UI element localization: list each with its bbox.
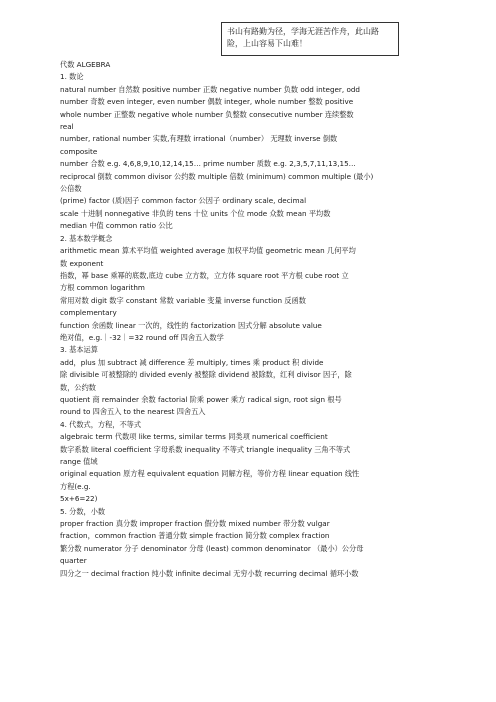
text-line: 5x+6=22) <box>60 494 98 504</box>
text-line: real <box>60 122 74 132</box>
text-line: proper fraction 真分数 improper fraction 假分数 mixed number 带分数 vulgar <box>60 519 330 529</box>
text-line: 方程(e.g. <box>60 481 91 491</box>
text-line: number 合数 e.g. 4,6,8,9,10,12,14,15… prime number 质数 e.g. 2,3,5,7,11,13,15… <box>60 159 356 169</box>
text-line: 除 divisible 可被整除的 divided evenly 被整除 dividend 被除数，红利 divisor 因子，除 <box>60 370 352 380</box>
text-line: function 余函数 linear 一次的，线性的 factorization 因式分解 absolute value <box>60 320 322 330</box>
quote-box: 书山有路勤为径，学海无涯苦作舟，此山路险，上山容易下山难！ <box>221 22 399 56</box>
text-line: 1. 数论 <box>60 72 84 82</box>
text-line: 3. 基本运算 <box>60 345 98 355</box>
text-line: 数 exponent <box>60 258 104 268</box>
text-line: natural number 自然数 positive number 正数 negative number 负数 odd integer, odd <box>60 84 360 94</box>
text-line: complementary <box>60 308 117 318</box>
text-line: quotient 商 remainder 余数 factorial 阶乘 power 乘方 radical sign, root sign 根号 <box>60 394 342 404</box>
text-line: 公倍数 <box>60 184 82 194</box>
text-line: 方根 common logarithm <box>60 283 145 293</box>
text-line: number 奇数 even integer, even number 偶数 integer, whole number 整数 positive <box>60 97 354 107</box>
text-line: 代数 ALGEBRA <box>60 60 111 69</box>
text-line: add，plus 加 subtract 减 difference 差 multiply, times 乘 product 积 divide <box>60 357 324 367</box>
text-line: scale 十进制 nonnegative 非负的 tens 十位 units 个位 mode 众数 mean 平均数 <box>60 208 331 218</box>
text-line: reciprocal 倒数 common divisor 公约数 multiple 倍数 (minimum) common multiple (最小) <box>60 171 374 181</box>
text-line: whole number 正整数 negative whole number 负整数 consecutive number 连续整数 <box>60 109 354 119</box>
text-line: round to 四舍五入 to the nearest 四舍五入 <box>60 407 206 417</box>
text-line: 数，公约数 <box>60 382 96 392</box>
text-line: quarter <box>60 556 87 566</box>
text-line: 常用对数 digit 数字 constant 常数 variable 变量 inverse function 反函数 <box>60 295 306 305</box>
text-line: range 值域 <box>60 457 98 466</box>
text-line: composite <box>60 146 98 156</box>
text-line: 绝对值，e.g.｜-32｜=32 round off 四舍五入数学 <box>60 332 224 342</box>
text-line: median 中值 common ratio 公比 <box>60 221 173 231</box>
text-line: 2. 基本数学概念 <box>60 233 113 243</box>
text-line: 4. 代数式，方程，不等式 <box>60 419 142 429</box>
text-line: number, rational number 实数,有理数 irrational（number） 无理数 inverse 倒数 <box>60 134 338 144</box>
text-line: arithmetic mean 算术平均值 weighted average 加权平均值 geometric mean 几何平均 <box>60 246 356 256</box>
text-line: 四分之一 decimal fraction 纯小数 infinite decimal 无穷小数 recurring decimal 循环小数 <box>60 568 359 578</box>
text-line: 5. 分数，小数 <box>60 506 106 516</box>
text-line: 数字系数 literal coefficient 字母系数 inequality 不等式 triangle inequality 三角不等式 <box>60 444 351 454</box>
text-line: (prime) factor (质)因子 common factor 公因子 ordinary scale, decimal <box>60 196 307 206</box>
text-line: 指数，幂 base 乘幂的底数,底边 cube 立方数，立方体 square root 平方根 cube root 立 <box>60 270 349 280</box>
text-line: fraction，common fraction 普通分数 simple fraction 简分数 complex fraction <box>60 531 330 541</box>
document-body <box>60 59 440 580</box>
text-line: original equation 原方程 equivalent equation 同解方程，等价方程 linear equation 线性 <box>60 469 360 479</box>
text-line: algebraic term 代数项 like terms, similar terms 同类项 numerical coefficient <box>60 432 328 442</box>
text-line: 繁分数 numerator 分子 denominator 分母 (least) common denominator （最小）公分母 <box>60 543 364 553</box>
